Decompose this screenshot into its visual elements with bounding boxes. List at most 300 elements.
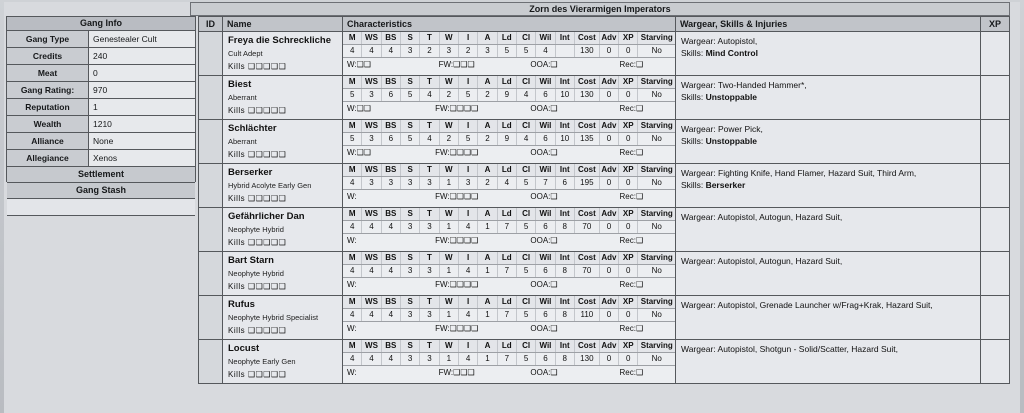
stat-header-cl: Cl: [517, 32, 536, 44]
table-row[interactable]: [199, 120, 1009, 164]
stat-header-bs: BS: [382, 120, 401, 132]
stat-value-m: 4: [343, 265, 362, 277]
stat-value-ws: 4: [362, 309, 381, 321]
fw-marker[interactable]: FW:❑❑❑❑: [435, 147, 479, 157]
value-alliance[interactable]: None: [89, 133, 195, 149]
stat-value-starving: No: [651, 266, 662, 275]
stat-value-line[interactable]: [343, 353, 675, 366]
stat-value-ws: 3: [362, 89, 381, 101]
stat-header-t: T: [420, 252, 439, 264]
fighter-kills[interactable]: Kills ❑❑❑❑❑: [228, 370, 287, 379]
wargear-text: Wargear: Autopistol, Shotgun - Solid/Scatter, Hazard Suit,: [681, 344, 899, 354]
stat-header-wil: Wil: [536, 208, 555, 220]
stat-header-bs: BS: [382, 32, 401, 44]
stat-header-m: M: [343, 32, 362, 44]
stat-value-xp: 0: [619, 177, 638, 189]
fighter-name-cell[interactable]: [223, 208, 343, 251]
stat-header-int: Int: [556, 340, 575, 352]
stat-value-t: 3: [420, 265, 439, 277]
rec-marker[interactable]: Rec:❑: [619, 191, 644, 201]
stat-value-ws: 4: [362, 45, 381, 57]
stat-value-cl: 5: [517, 45, 536, 57]
stat-header-xp: XP: [619, 76, 638, 88]
xp-cell[interactable]: [981, 32, 1009, 75]
stat-value-cl: 5: [517, 177, 536, 189]
stat-header-ld: Ld: [498, 208, 517, 220]
stat-value-cost: 70: [575, 265, 600, 277]
wargear-cell[interactable]: [676, 32, 981, 75]
stat-value-a: 3: [478, 45, 497, 57]
fighter-kills[interactable]: Kills ❑❑❑❑❑: [228, 62, 287, 71]
stat-value-wil: 4: [536, 45, 555, 57]
stat-header-a: A: [478, 76, 497, 88]
xp-cell[interactable]: [981, 340, 1009, 383]
stat-header-line: [343, 164, 675, 177]
stat-header-xp: XP: [619, 164, 638, 176]
value-wealth[interactable]: 1210: [89, 116, 195, 132]
table-row[interactable]: [199, 296, 1009, 340]
fw-marker[interactable]: FW:❑❑❑❑: [435, 279, 479, 289]
gang-stash-body[interactable]: [7, 199, 195, 216]
stat-value-line[interactable]: [343, 265, 675, 278]
stat-value-ws: 4: [362, 265, 381, 277]
stat-header-cl: Cl: [517, 296, 536, 308]
fw-marker[interactable]: FW:❑❑❑: [438, 59, 475, 69]
xp-cell[interactable]: [981, 76, 1009, 119]
xp-cell[interactable]: [981, 120, 1009, 163]
stat-value-line[interactable]: [343, 221, 675, 234]
fighter-name-cell[interactable]: [223, 164, 343, 207]
w-marker[interactable]: W:: [347, 279, 357, 289]
stat-value-i: 4: [459, 309, 478, 321]
stat-header-bs: BS: [382, 164, 401, 176]
stat-value-a: 2: [478, 177, 497, 189]
xp-cell[interactable]: [981, 208, 1009, 251]
stat-value-line[interactable]: [343, 309, 675, 322]
stat-value-starving: No: [651, 134, 662, 143]
stat-value-ld: 7: [498, 353, 517, 365]
stat-header-cost: Cost: [575, 208, 600, 220]
fw-marker[interactable]: FW:❑❑❑❑: [435, 191, 479, 201]
ooa-marker[interactable]: OOA:❑: [530, 235, 558, 245]
stat-header-adv: Adv: [600, 32, 619, 44]
stat-header-adv: Adv: [600, 164, 619, 176]
stat-value-starving: No: [651, 310, 662, 319]
stat-header-line: [343, 252, 675, 265]
stat-header-t: T: [420, 164, 439, 176]
stat-header-i: I: [459, 296, 478, 308]
fighter-kills[interactable]: Kills ❑❑❑❑❑: [228, 282, 287, 291]
fighter-name-cell[interactable]: [223, 252, 343, 295]
stat-header-a: A: [478, 340, 497, 352]
stat-header-w: W: [440, 296, 459, 308]
rec-marker[interactable]: Rec:❑: [619, 147, 644, 157]
fighter-kills[interactable]: Kills ❑❑❑❑❑: [228, 194, 287, 203]
characteristics-cell[interactable]: [343, 252, 676, 295]
stat-header-line: [343, 120, 675, 133]
w-marker[interactable]: W:❑❑: [347, 59, 371, 69]
stat-header-bs: BS: [382, 208, 401, 220]
wargear-cell[interactable]: [676, 164, 981, 207]
stat-header-ws: WS: [362, 76, 381, 88]
fighter-name: Locust: [228, 343, 260, 354]
stat-value-starving: No: [651, 354, 662, 363]
stat-value-int: 8: [556, 265, 575, 277]
stat-value-xp: 0: [619, 45, 638, 57]
stat-header-m: M: [343, 120, 362, 132]
stat-value-adv: 0: [600, 265, 619, 277]
stat-header-m: M: [343, 340, 362, 352]
table-row[interactable]: [199, 76, 1009, 120]
condition-markers-line[interactable]: [343, 58, 675, 71]
stat-header-ws: WS: [362, 32, 381, 44]
fighter-id-cell[interactable]: [199, 296, 223, 339]
wargear-cell[interactable]: [676, 76, 981, 119]
ooa-marker[interactable]: OOA:❑: [530, 103, 558, 113]
gang-info-row-wealth: [7, 116, 195, 133]
fw-marker[interactable]: FW:❑❑❑❑: [435, 103, 479, 113]
stat-header-t: T: [420, 120, 439, 132]
gang-info-row-alliance: [7, 133, 195, 150]
table-row[interactable]: [199, 340, 1009, 384]
stat-value-cl: 5: [517, 221, 536, 233]
stat-header-ld: Ld: [498, 164, 517, 176]
fighter-id-cell[interactable]: [199, 340, 223, 383]
stat-header-cost: Cost: [575, 340, 600, 352]
w-marker[interactable]: W:: [347, 323, 357, 333]
stat-value-adv: 0: [600, 89, 619, 101]
fw-marker[interactable]: FW:❑❑❑❑: [435, 235, 479, 245]
stat-header-a: A: [478, 208, 497, 220]
stat-value-xp: 0: [619, 221, 638, 233]
stat-value-ld: 9: [498, 133, 517, 145]
stat-header-s: S: [401, 208, 420, 220]
stat-header-xp: XP: [619, 32, 638, 44]
stat-value-s: 5: [401, 133, 420, 145]
fighter-type: Cult Adept: [228, 49, 263, 58]
value-meat[interactable]: 0: [89, 65, 195, 81]
fighter-name: Biest: [228, 79, 252, 90]
xp-cell[interactable]: [981, 296, 1009, 339]
stat-value-cl: 5: [517, 265, 536, 277]
stat-header-ld: Ld: [498, 340, 517, 352]
fighter-kills[interactable]: Kills ❑❑❑❑❑: [228, 106, 287, 115]
table-row[interactable]: [199, 208, 1009, 252]
stat-header-i: I: [459, 252, 478, 264]
skills-label: Skills:: [681, 48, 706, 58]
stat-value-cost: 195: [575, 177, 600, 189]
skills-label: Skills:: [681, 92, 706, 102]
stat-header-wil: Wil: [536, 76, 555, 88]
value-reputation[interactable]: 1: [89, 99, 195, 115]
rec-marker[interactable]: Rec:❑: [619, 323, 644, 333]
w-marker[interactable]: W:❑❑: [347, 103, 371, 113]
w-marker[interactable]: W:: [347, 235, 357, 245]
w-marker[interactable]: W:: [347, 191, 357, 201]
stat-value-line[interactable]: [343, 177, 675, 190]
stat-value-wil: 6: [536, 133, 555, 145]
label-credits: Credits: [7, 48, 89, 64]
fighter-kills[interactable]: Kills ❑❑❑❑❑: [228, 326, 287, 335]
characteristics-cell[interactable]: [343, 164, 676, 207]
wargear-cell[interactable]: [676, 296, 981, 339]
ooa-marker[interactable]: OOA:❑: [530, 279, 558, 289]
stat-value-i: 5: [459, 89, 478, 101]
value-credits[interactable]: 240: [89, 48, 195, 64]
col-header-wargear: Wargear, Skills & Injuries: [676, 17, 981, 31]
stat-header-starving: Starving: [640, 253, 673, 262]
label-alliance: Alliance: [7, 133, 89, 149]
fighter-roster-table: [198, 16, 1010, 384]
label-gang-type: Gang Type: [7, 31, 89, 47]
stat-value-i: 4: [459, 265, 478, 277]
stat-header-wil: Wil: [536, 120, 555, 132]
stat-header-adv: Adv: [600, 252, 619, 264]
condition-markers-line[interactable]: [343, 322, 675, 335]
characteristics-cell[interactable]: [343, 32, 676, 75]
stat-value-wil: 7: [536, 177, 555, 189]
stat-value-t: 2: [420, 45, 439, 57]
stat-value-wil: 6: [536, 89, 555, 101]
fighter-id-cell[interactable]: [199, 32, 223, 75]
stat-value-ws: 3: [362, 133, 381, 145]
stat-header-starving: Starving: [640, 165, 673, 174]
stat-value-ws: 4: [362, 353, 381, 365]
fighter-id-cell[interactable]: [199, 208, 223, 251]
col-header-xp: XP: [988, 19, 1001, 29]
stat-value-m: 4: [343, 177, 362, 189]
skills-label: Skills:: [681, 180, 706, 190]
stat-header-a: A: [478, 164, 497, 176]
xp-cell[interactable]: [981, 252, 1009, 295]
value-gang-type[interactable]: Genestealer Cult: [89, 31, 195, 47]
characteristics-cell[interactable]: [343, 340, 676, 383]
stat-value-ld: 9: [498, 89, 517, 101]
label-gang-rating: Gang Rating:: [7, 82, 89, 98]
fighter-id-cell[interactable]: [199, 120, 223, 163]
stat-header-line: [343, 340, 675, 353]
rec-marker[interactable]: Rec:❑: [619, 103, 644, 113]
stat-header-s: S: [401, 340, 420, 352]
characteristics-cell[interactable]: [343, 296, 676, 339]
stat-header-cl: Cl: [517, 164, 536, 176]
condition-markers-line[interactable]: [343, 102, 675, 115]
condition-markers-line[interactable]: [343, 234, 675, 247]
stat-value-ld: 4: [498, 177, 517, 189]
stat-header-ws: WS: [362, 340, 381, 352]
stat-header-m: M: [343, 164, 362, 176]
stat-value-m: 4: [343, 45, 362, 57]
stat-header-s: S: [401, 296, 420, 308]
stat-value-bs: 3: [382, 177, 401, 189]
gang-info-header: Gang Info: [7, 17, 195, 31]
skills-value: Berserker: [705, 180, 746, 190]
fighter-kills[interactable]: Kills ❑❑❑❑❑: [228, 238, 287, 247]
skills-value: Unstoppable: [705, 92, 758, 102]
condition-markers-line[interactable]: [343, 190, 675, 203]
stat-value-ld: 5: [498, 45, 517, 57]
fighter-type: Neophyte Hybrid: [228, 225, 284, 234]
stat-value-int: 10: [556, 89, 575, 101]
stat-value-cl: 5: [517, 353, 536, 365]
fighter-name-cell[interactable]: [223, 76, 343, 119]
stat-value-a: 1: [478, 265, 497, 277]
fw-marker[interactable]: FW:❑❑❑: [438, 367, 475, 377]
stat-header-w: W: [440, 76, 459, 88]
value-gang-rating[interactable]: 970: [89, 82, 195, 98]
stat-header-wil: Wil: [536, 296, 555, 308]
stat-header-wil: Wil: [536, 340, 555, 352]
fighter-id-cell[interactable]: [199, 252, 223, 295]
wargear-cell[interactable]: [676, 340, 981, 383]
stat-value-line[interactable]: [343, 45, 675, 58]
stat-header-ws: WS: [362, 208, 381, 220]
characteristics-cell[interactable]: [343, 208, 676, 251]
wargear-cell[interactable]: [676, 120, 981, 163]
stat-header-int: Int: [556, 164, 575, 176]
stat-value-s: 5: [401, 89, 420, 101]
gang-info-row-credits: [7, 48, 195, 65]
stat-header-m: M: [343, 76, 362, 88]
stat-header-adv: Adv: [600, 340, 619, 352]
stat-header-bs: BS: [382, 296, 401, 308]
ooa-marker[interactable]: OOA:❑: [530, 323, 558, 333]
stat-header-starving: Starving: [640, 121, 673, 130]
stat-value-cost: 135: [575, 133, 600, 145]
stat-header-m: M: [343, 296, 362, 308]
stat-value-a: 1: [478, 309, 497, 321]
rec-marker[interactable]: Rec:❑: [619, 59, 644, 69]
stat-header-int: Int: [556, 32, 575, 44]
stat-value-cost: 130: [575, 45, 600, 57]
stat-value-int: 6: [556, 177, 575, 189]
stat-header-wil: Wil: [536, 32, 555, 44]
rec-marker[interactable]: Rec:❑: [619, 235, 644, 245]
ooa-marker[interactable]: OOA:❑: [530, 59, 558, 69]
condition-markers-line[interactable]: [343, 278, 675, 291]
stat-header-int: Int: [556, 120, 575, 132]
stat-value-bs: 4: [382, 309, 401, 321]
stat-header-m: M: [343, 208, 362, 220]
w-marker[interactable]: W:: [347, 367, 357, 377]
stat-value-bs: 4: [382, 45, 401, 57]
stat-header-a: A: [478, 296, 497, 308]
stat-header-cost: Cost: [575, 120, 600, 132]
stat-header-s: S: [401, 252, 420, 264]
stat-header-int: Int: [556, 296, 575, 308]
stat-value-bs: 4: [382, 353, 401, 365]
stat-value-line[interactable]: [343, 133, 675, 146]
characteristics-cell[interactable]: [343, 120, 676, 163]
stat-header-cl: Cl: [517, 208, 536, 220]
stat-value-adv: 0: [600, 45, 619, 57]
fighter-name-cell[interactable]: [223, 120, 343, 163]
value-allegiance[interactable]: Xenos: [89, 150, 195, 166]
stat-header-wil: Wil: [536, 252, 555, 264]
stat-header-t: T: [420, 340, 439, 352]
stat-value-cl: 4: [517, 133, 536, 145]
skills-text: [681, 91, 976, 103]
stat-value-starving: No: [651, 178, 662, 187]
fighter-type: Hybrid Acolyte Early Gen: [228, 181, 312, 190]
stat-header-a: A: [478, 120, 497, 132]
stat-header-cost: Cost: [575, 76, 600, 88]
fighter-type: Neophyte Hybrid Specialist: [228, 313, 319, 322]
ooa-marker[interactable]: OOA:❑: [530, 147, 558, 157]
stat-value-int: [556, 45, 575, 57]
stat-value-t: 3: [420, 221, 439, 233]
stat-value-w: 1: [440, 265, 459, 277]
condition-markers-line[interactable]: [343, 366, 675, 379]
stat-value-cost: 70: [575, 221, 600, 233]
stat-header-a: A: [478, 252, 497, 264]
fighter-name-cell[interactable]: [223, 340, 343, 383]
rec-marker[interactable]: Rec:❑: [619, 367, 644, 377]
stat-value-bs: 4: [382, 265, 401, 277]
characteristics-cell[interactable]: [343, 76, 676, 119]
fw-marker[interactable]: FW:❑❑❑❑: [435, 323, 479, 333]
stat-header-starving: Starving: [640, 209, 673, 218]
wargear-cell[interactable]: [676, 208, 981, 251]
wargear-cell[interactable]: [676, 252, 981, 295]
fighter-name: Rufus: [228, 299, 255, 310]
xp-cell[interactable]: [981, 164, 1009, 207]
col-header-characteristics: Characteristics: [343, 17, 676, 31]
stat-value-cl: 4: [517, 89, 536, 101]
fighter-name-cell[interactable]: [223, 296, 343, 339]
rec-marker[interactable]: Rec:❑: [619, 279, 644, 289]
wargear-text: Wargear: Two-Handed Hammer*,: [681, 80, 807, 90]
table-row[interactable]: [199, 252, 1009, 296]
condition-markers-line[interactable]: [343, 146, 675, 159]
w-marker[interactable]: W:❑❑: [347, 147, 371, 157]
stat-header-ld: Ld: [498, 120, 517, 132]
stat-value-a: 2: [478, 89, 497, 101]
stat-value-m: 5: [343, 89, 362, 101]
fighter-kills[interactable]: Kills ❑❑❑❑❑: [228, 150, 287, 159]
stat-value-cl: 5: [517, 309, 536, 321]
table-row[interactable]: [199, 32, 1009, 76]
stat-value-int: 8: [556, 353, 575, 365]
fighter-name-cell[interactable]: [223, 32, 343, 75]
stat-value-t: 3: [420, 353, 439, 365]
fighter-id-cell[interactable]: [199, 76, 223, 119]
ooa-marker[interactable]: OOA:❑: [530, 191, 558, 201]
stat-header-ld: Ld: [498, 76, 517, 88]
stat-header-i: I: [459, 76, 478, 88]
stat-header-s: S: [401, 76, 420, 88]
skills-text: [681, 47, 976, 59]
stat-header-cost: Cost: [575, 296, 600, 308]
stat-value-adv: 0: [600, 133, 619, 145]
stat-value-adv: 0: [600, 309, 619, 321]
stat-header-cost: Cost: [575, 164, 600, 176]
stat-header-i: I: [459, 208, 478, 220]
stat-value-line[interactable]: [343, 89, 675, 102]
stat-header-line: [343, 76, 675, 89]
stat-header-t: T: [420, 76, 439, 88]
stat-header-t: T: [420, 208, 439, 220]
table-row[interactable]: [199, 164, 1009, 208]
stat-header-cost: Cost: [575, 32, 600, 44]
stat-header-adv: Adv: [600, 76, 619, 88]
stat-value-ws: 3: [362, 177, 381, 189]
fighter-id-cell[interactable]: [199, 164, 223, 207]
gang-info-row-meat: [7, 65, 195, 82]
stat-header-starving: Starving: [640, 77, 673, 86]
ooa-marker[interactable]: OOA:❑: [530, 367, 558, 377]
stat-value-xp: 0: [619, 309, 638, 321]
